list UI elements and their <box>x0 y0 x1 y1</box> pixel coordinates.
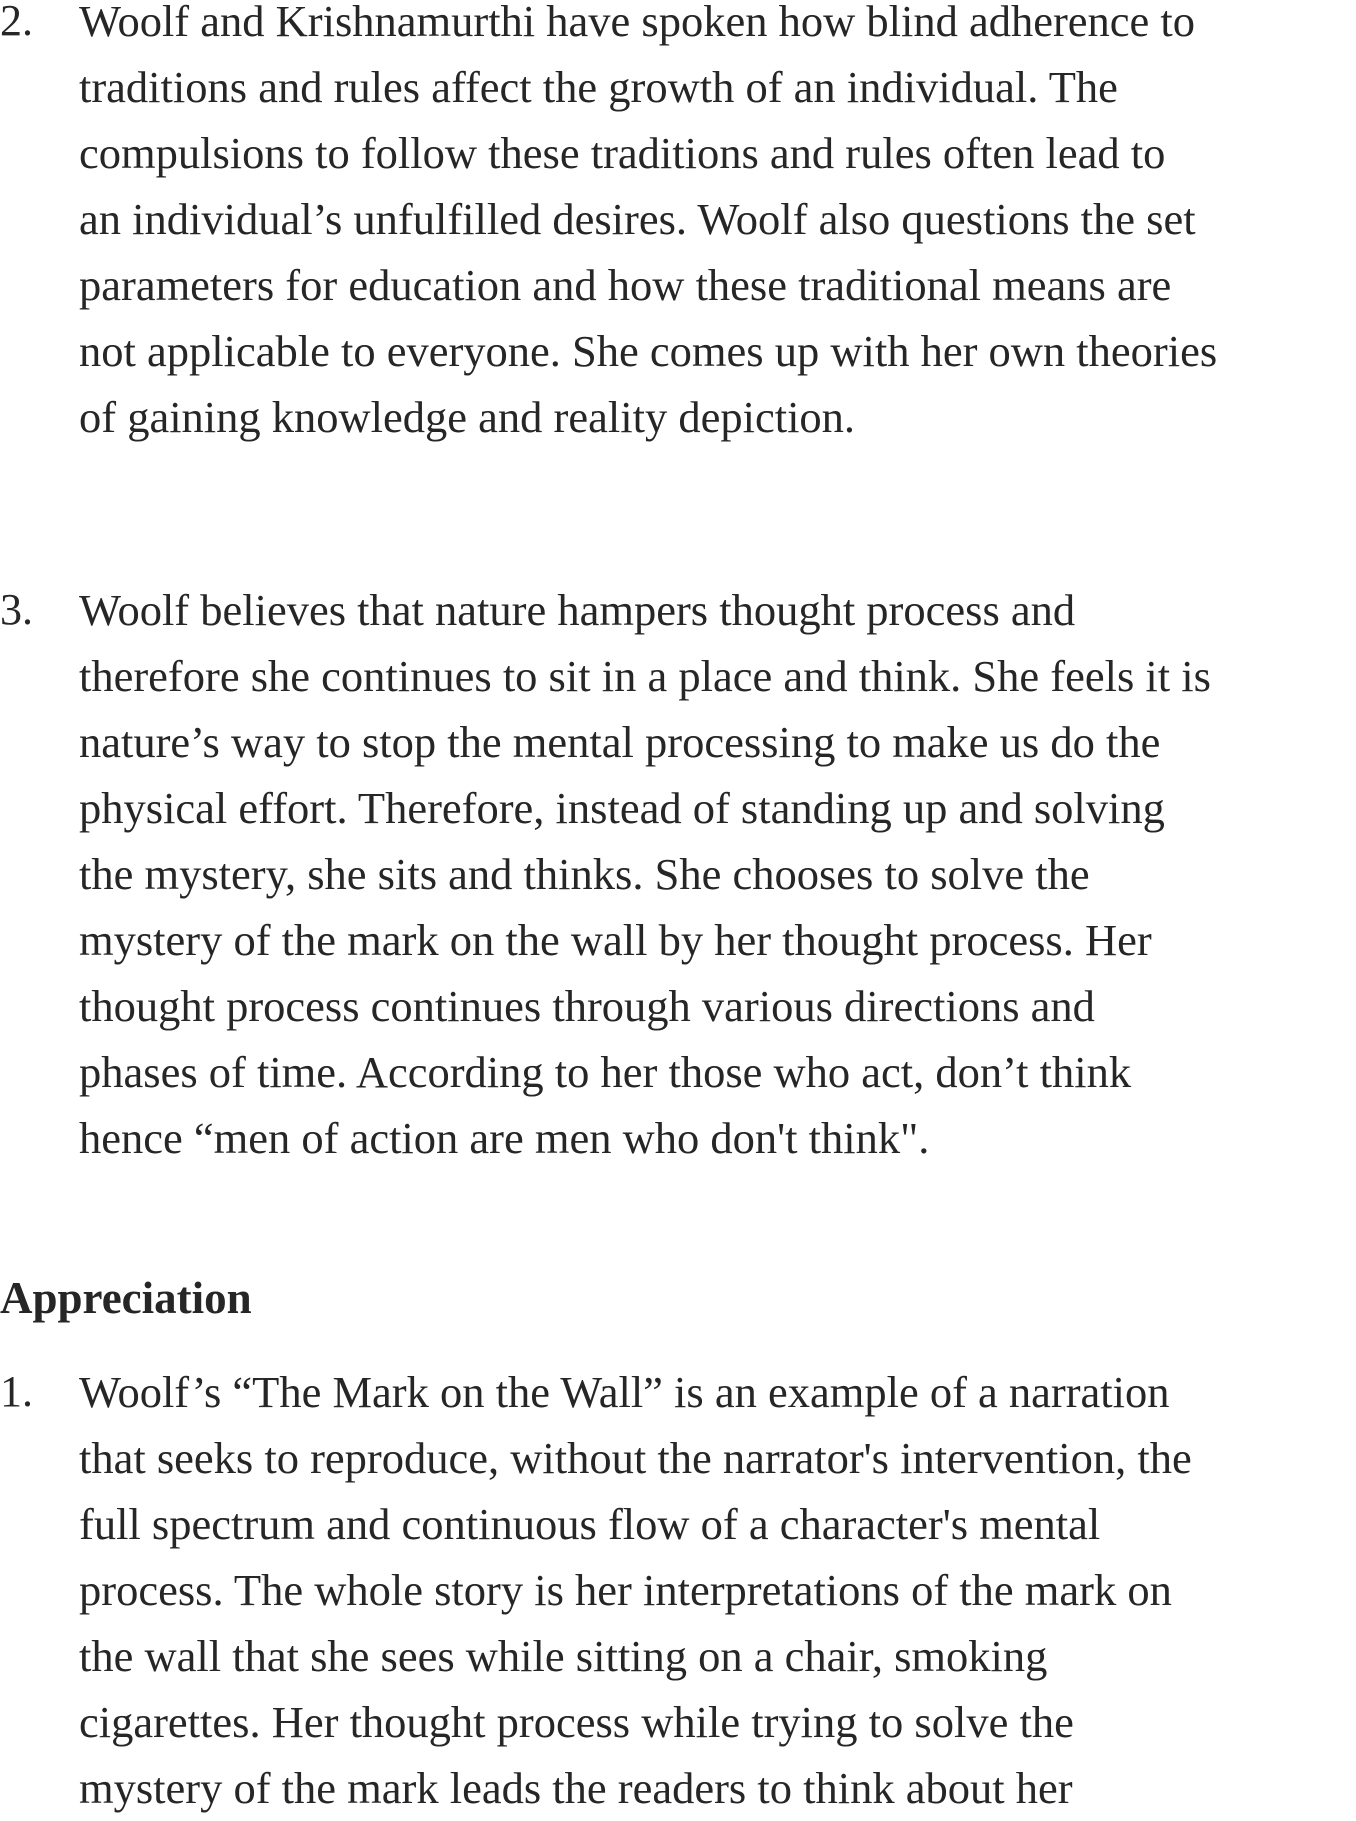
paragraph-line: phases of time. According to her those who act, don’t think <box>79 1047 1132 1097</box>
paragraph-line: process. The whole story is her interpretations of the mark on <box>79 1565 1172 1615</box>
paragraph-line: hence “men of action are men who don't think". <box>79 1113 930 1163</box>
paragraph-line: cigarettes. Her thought process while trying to solve the <box>79 1697 1074 1747</box>
paragraph-line: mystery of the mark leads the readers to think about her <box>79 1763 1073 1813</box>
paragraph-line: traditions and rules affect the growth of an individual. The <box>79 62 1118 112</box>
paragraph-line: of gaining knowledge and reality depiction. <box>79 392 856 442</box>
section-heading: Appreciation <box>0 1273 252 1323</box>
paragraph-line: physical effort. Therefore, instead of standing up and solving <box>79 783 1165 833</box>
paragraph-line: therefore she continues to sit in a place and think. She feels it is <box>79 651 1211 701</box>
paragraph-line: the wall that she sees while sitting on a chair, smoking <box>79 1631 1048 1681</box>
paragraph-line: Woolf and Krishnamurthi have spoken how blind adherence to <box>79 0 1196 46</box>
list-item-number: 3. <box>0 585 33 634</box>
paragraph-line: Woolf’s “The Mark on the Wall” is an example of a narration <box>79 1367 1170 1417</box>
paragraph-line: parameters for education and how these traditional means are <box>79 260 1172 310</box>
paragraph-line: an individual’s unfulfilled desires. Woolf also questions the set <box>79 194 1196 244</box>
paragraph-line: not applicable to everyone. She comes up with her own theories <box>79 326 1218 376</box>
paragraph-line: nature’s way to stop the mental processing to make us do the <box>79 717 1161 767</box>
paragraph-line: full spectrum and continuous flow of a character's mental <box>79 1499 1101 1549</box>
paragraph-line: thought process continues through various directions and <box>79 981 1095 1031</box>
paragraph-line: compulsions to follow these traditions and rules often lead to <box>79 128 1166 178</box>
paragraph-line: mystery of the mark on the wall by her thought process. Her <box>79 915 1152 965</box>
paragraph-line: that seeks to reproduce, without the narrator's intervention, the <box>79 1433 1192 1483</box>
list-item-number: 2. <box>0 0 33 45</box>
paragraph-line: Woolf believes that nature hampers thought process and <box>79 585 1076 635</box>
list-item-number: 1. <box>0 1367 33 1416</box>
paragraph-line: the mystery, she sits and thinks. She chooses to solve the <box>79 849 1090 899</box>
